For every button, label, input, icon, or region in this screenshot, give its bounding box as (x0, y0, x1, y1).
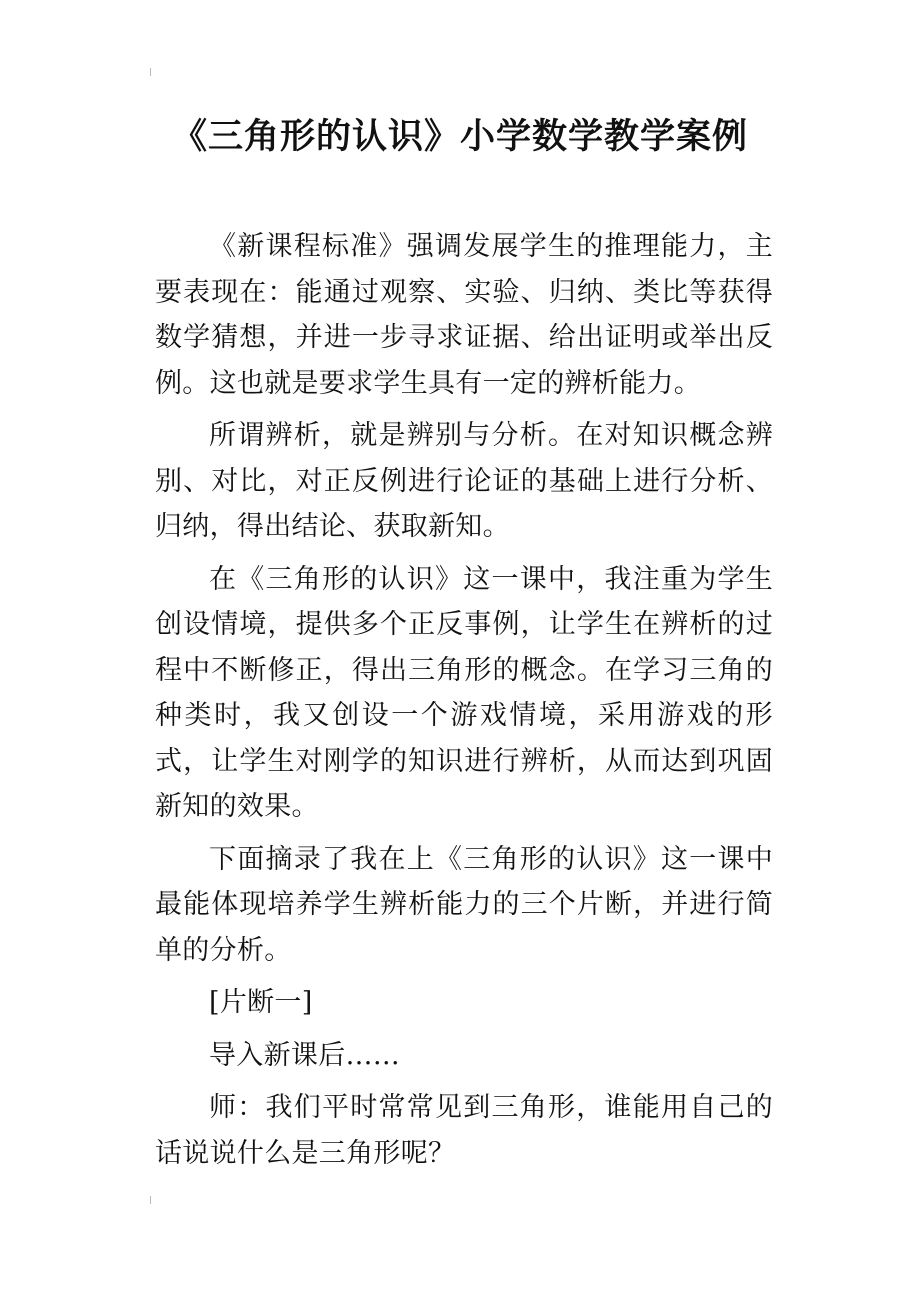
document-title: 《三角形的认识》小学数学教学案例 (171, 117, 748, 157)
page-corner-mark-bottom (150, 1196, 155, 1204)
paragraph-7: 师：我们平时常常见到三角形，谁能用自己的话说说什么是三角形呢？ (155, 1092, 773, 1169)
section-label-fragment-1: [片断一] (209, 987, 313, 1018)
paragraph-3: 在《三角形的认识》这一课中，我注重为学生创设情境，提供多个正反事例，让学生在辨析的过程中不断修正，得出三角形的概念。在学习三角的种类时，我又创设一个游戏情境，采用游戏的形式，让学生对刚学的知识进行辨析，从而达到巩固新知的效果。 (155, 563, 773, 822)
paragraph-2: 所谓辨析，就是辨别与分析。在对知识概念辨别、对比，对正反例进行论证的基础上进行分析、归纳，得出结论、获取新知。 (155, 420, 773, 542)
page-corner-mark-top (150, 68, 155, 76)
document-body (155, 224, 773, 1183)
paragraph-4: 下面摘录了我在上《三角形的认识》这一课中最能体现培养学生辨析能力的三个片断，并进行简单的分析。 (155, 843, 773, 966)
paragraph-1: 《新课程标准》强调发展学生的推理能力，主要表现在：能通过观察、实验、归纳、类比等获得数学猜想，并进一步寻求证据、给出证明或举出反例。这也就是要求学生具有一定的辨析能力。 (155, 231, 773, 399)
paragraph-6: 导入新课后…… (209, 1039, 401, 1071)
